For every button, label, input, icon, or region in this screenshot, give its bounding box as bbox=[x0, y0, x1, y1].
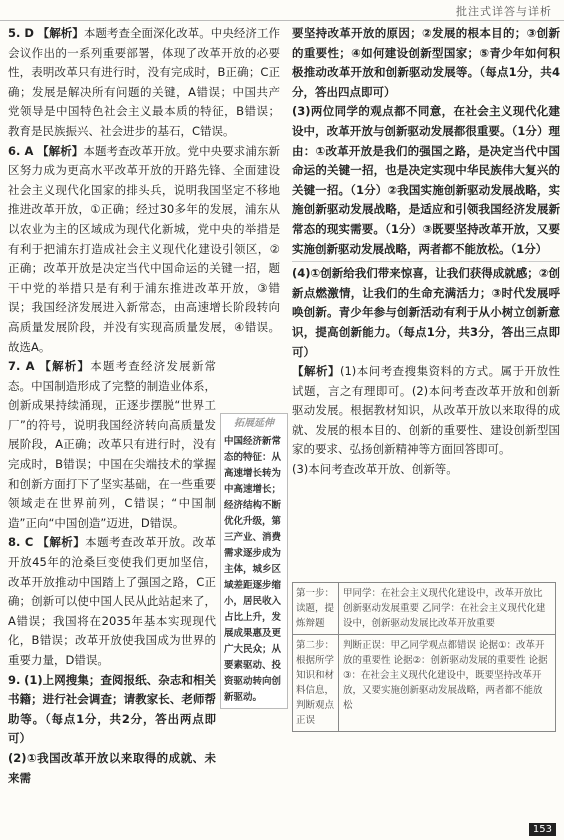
answer-5-number: 5. D bbox=[8, 26, 34, 40]
analysis-text: (1)本问考查搜集资料的方式。属于开放性试题，言之有理即可。(2)本问考查改革开放和创新驱动发展。根据教材知识，从改革开放以来取得的成就、发展的根本目的、创新的重要性、建设创新型国家的要求、弘扬创新精神等方面回答即可。 bbox=[292, 364, 561, 457]
answer-6-number: 6. A bbox=[8, 143, 34, 158]
answer-9-part1: (1)上网搜集；查阅报纸、杂志和相关书籍；进行社会调查；请教家长、老师帮助等。 bbox=[8, 672, 216, 726]
answer-9-part4-score: （每点1分，共3分，答出三点即可） bbox=[292, 324, 560, 359]
header-rule bbox=[0, 20, 564, 21]
answer-7-tag: 【解析】 bbox=[39, 359, 91, 374]
narrow-block bbox=[8, 357, 216, 788]
answer-7 bbox=[8, 357, 216, 533]
debate-steps-table bbox=[292, 582, 556, 732]
answer-9-number: 9. bbox=[8, 672, 21, 687]
page-number: 153 bbox=[529, 823, 556, 836]
answer-9-part4-text: (4)①创新给我们带来惊喜，让我们获得成就感；②创新点燃激情，让我们的生命充满活力；③时代发展呼唤创新。青少年参与创新活动有利于从小树立创新意识，提高创新能力。 bbox=[292, 266, 560, 339]
table-row bbox=[293, 583, 555, 635]
answer-9-part3-a: (3)两位同学的观点都不同意，在社会主义现代化建设中，改革开放与创新驱动发展都很重要。 bbox=[292, 104, 560, 138]
answer-9-score1: （每点1分，共2分，答出两点即可） bbox=[8, 711, 217, 746]
extension-box bbox=[220, 413, 288, 709]
answer-9-part4 bbox=[292, 264, 560, 362]
table-content: 甲同学：在社会主义现代化建设中，改革开放比创新驱动发展重要 乙同学：在社会主义现代化建设中，创新驱动发展比改革开放重要 bbox=[343, 588, 546, 629]
analysis-tag: 【解析】 bbox=[292, 364, 340, 379]
answer-8-tag: 【解析】 bbox=[37, 535, 86, 550]
answer-5-tag: 【解析】 bbox=[37, 26, 84, 40]
table-step: 第一步：读题，提炼辩题 bbox=[293, 583, 339, 634]
extension-heading: 拓展延伸 bbox=[234, 418, 274, 429]
answer-9-analysis bbox=[292, 362, 560, 460]
answer-7-text: 本题考查经济发展新常态。中国制造形成了完整的制造业体系，创新成果持续涌现，正逐步摆脱“世界工厂”的符号，说明我国经济转向高质量发展阶段，A正确；改革只有进行时，没有完成时，B错误；中国在尖端技术的掌握和创新方面打下了坚实基础，在一些重要领域走在世界前列，C错误；“中国制造”正向“中国创造”迈进，D错误。 bbox=[8, 359, 217, 530]
table-content: 判断正误：甲乙同学观点都错误 论据①：改革开放的重要性 论据②：创新驱动发展的重要性 论据③：在社会主义现代化建设中，既要坚持改革开放，又要实施创新驱动发展战略，两者都不能放松 bbox=[343, 640, 548, 711]
table-step: 第二步：根据所学知识和材料信息，判断观点正误 bbox=[293, 635, 339, 731]
answer-7-number: 7. A bbox=[8, 359, 35, 374]
answer-9-cont bbox=[292, 24, 560, 102]
header-title: 批注式详答与详析 bbox=[456, 5, 552, 18]
answer-9-cont-text: 要坚持改革开放的原因；②发展的根本目的；③创新的重要性；④如何建设创新型国家；⑤青少年如何积极推动改革开放和创新驱动发展等。 bbox=[292, 26, 560, 80]
answer-9 bbox=[8, 671, 216, 789]
answer-9-part3 bbox=[292, 102, 560, 259]
answer-8-text: 本题考查改革开放。改革开放45年的沧桑巨变使我们更加坚信，改革开放推动中国踏上了强国之路，C正确；创新可以使中国人民从此站起来了，A错误；我国将在2035年基本实现现代化，B错误；改革开放使我国成为世界的重要力量，D错误。 bbox=[8, 535, 217, 667]
answer-6-tag: 【解析】 bbox=[37, 143, 84, 158]
answer-5 bbox=[8, 24, 280, 142]
divider bbox=[292, 261, 560, 262]
answer-8-number: 8. C bbox=[8, 535, 34, 550]
answer-6 bbox=[8, 142, 280, 358]
answer-9-part3-b: （1分）理由：①改革开放是我们的强国之路，是决定当代中国命运的关键一招，也是决定实现中华民族伟大复兴的关键一招。 bbox=[292, 123, 560, 197]
right-column bbox=[292, 24, 560, 480]
answer-9-cont-score: （每点1分，共4分，答出四点即可） bbox=[292, 65, 560, 99]
answer-9-analysis-3: (3)本问考查改革开放、创新等。 bbox=[292, 462, 458, 477]
extension-text: 中国经济新常态的特征：从高速增长转为中高速增长；经济结构不断优化升级，第三产业、消费需求逐步成为主体，城乡区域差距逐步缩小，居民收入占比上升，发展成果惠及更广大民众；从要素驱动、投资驱动转向创新驱动。 bbox=[224, 436, 282, 703]
answer-9-part3-c: （1分）②我国实施创新驱动发展战略，实施创新驱动发展战略，是适应和引领我国经济发展新常态的现实需要。（1分）③既要坚持改革开放，又要实施创新驱动发展战略，两者都不能放松。（1分） bbox=[292, 182, 560, 256]
table-row bbox=[293, 635, 555, 731]
answer-8 bbox=[8, 533, 216, 670]
answer-9-part2: (2)①我国改革开放以来取得的成就、未来需 bbox=[8, 750, 216, 785]
page-header bbox=[0, 0, 564, 22]
answer-6-text: 本题考查改革开放。党中央要求浦东新区努力成为更高水平改革开放的开路先锋、全面建设社会主义现代化国家的排头兵，说明我国坚定不移地推进改革开放，①正确；经过30多年的发展，浦东从以农业为主的区域成为现代化新城，党中央的举措是有利于把浦东打造成社会主义现代化建设引领区，②正确；改革开放是决定当代中国命运的关键一招，题干中党的举措只是有利于浦东推进改革开放，③错误；我国经济发展进入新常态，由高速增长阶段转向高质量发展阶段，并没有实现高质量发展，④错误。故选A。 bbox=[8, 143, 281, 354]
answer-5-text: 本题考查全面深化改革。中央经济工作会议作出的一系列重要部署，体现了改革开放的必要性，表明改革只有进行时，没有完成时，B正确；C正确；发展是解决所有问题的关键，A错误；中国共产党领导是中国特色社会主义最本质的特征，B错误；教育是民族振兴、社会进步的基石，C错误。 bbox=[8, 26, 281, 138]
